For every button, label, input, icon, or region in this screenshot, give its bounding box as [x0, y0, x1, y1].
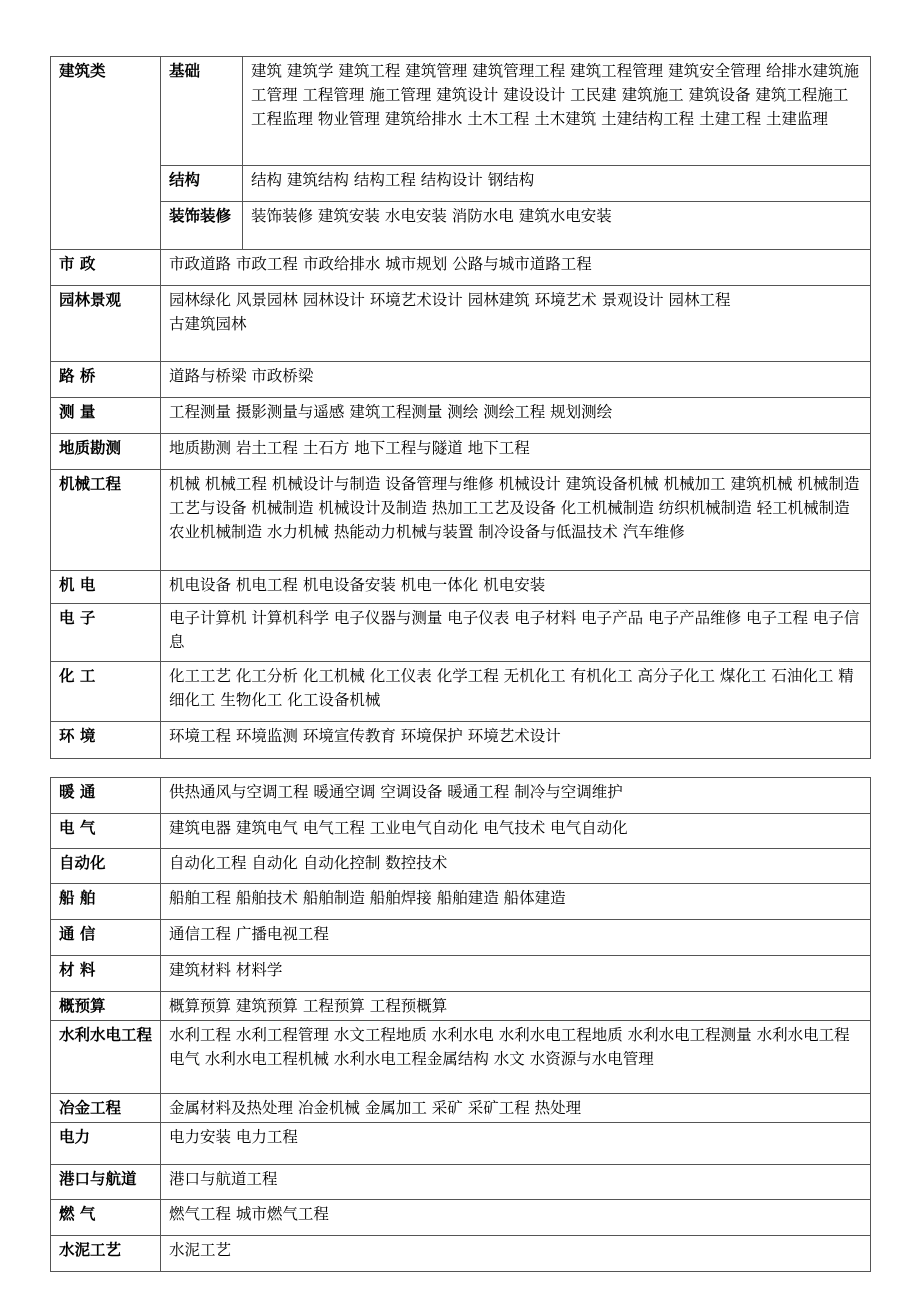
majors-cell: 港口与航道工程 — [161, 1165, 871, 1200]
table-row — [51, 1094, 871, 1123]
table-row — [51, 166, 871, 202]
majors-cell: 水利工程 水利工程管理 水文工程地质 水利水电 水利水电工程地质 水利水电工程测量 水利水电工程电气 水利水电工程机械 水利水电工程金属结构 水文 水资源与水电管理 — [161, 1021, 871, 1094]
major-table-2 — [50, 777, 871, 1272]
majors-cell: 建筑 建筑学 建筑工程 建筑管理 建筑管理工程 建筑工程管理 建筑安全管理 给排水建筑施工管理 工程管理 施工管理 建筑设计 建设设计 工民建 建筑施工 建筑设备 建筑工程施工 工程监理 物业管理 建筑给排水 土木工程 土木建筑 土建结构工程 土建工程 土建监理 — [243, 57, 871, 166]
category-cell: 环 境 — [51, 722, 161, 759]
majors-line: 古建筑园林 — [169, 315, 247, 333]
category-cell: 船 舶 — [51, 884, 161, 920]
table-row — [51, 202, 871, 250]
table-row — [51, 398, 871, 434]
category-cell: 市 政 — [51, 250, 161, 286]
table-row — [51, 470, 871, 571]
category-cell: 地质勘测 — [51, 434, 161, 470]
majors-cell: 船舶工程 船舶技术 船舶制造 船舶焊接 船舶建造 船体建造 — [161, 884, 871, 920]
majors-cell — [161, 286, 871, 362]
table-row — [51, 849, 871, 884]
majors-cell: 建筑电器 建筑电气 电气工程 工业电气自动化 电气技术 电气自动化 — [161, 814, 871, 849]
table-row — [51, 956, 871, 992]
table-row — [51, 604, 871, 662]
majors-cell: 燃气工程 城市燃气工程 — [161, 1200, 871, 1236]
category-cell: 电 子 — [51, 604, 161, 662]
category-cell: 园林景观 — [51, 286, 161, 362]
category-cell: 港口与航道 — [51, 1165, 161, 1200]
majors-line: 园林绿化 风景园林 园林设计 环境艺术设计 园林建筑 环境艺术 景观设计 园林工程 — [169, 291, 731, 309]
majors-cell: 概算预算 建筑预算 工程预算 工程预概算 — [161, 992, 871, 1021]
category-cell: 电力 — [51, 1123, 161, 1165]
majors-cell: 市政道路 市政工程 市政给排水 城市规划 公路与城市道路工程 — [161, 250, 871, 286]
majors-cell: 供热通风与空调工程 暖通空调 空调设备 暖通工程 制冷与空调维护 — [161, 778, 871, 814]
majors-cell: 电力安装 电力工程 — [161, 1123, 871, 1165]
category-cell: 化 工 — [51, 662, 161, 722]
table-row — [51, 571, 871, 604]
table-row — [51, 814, 871, 849]
majors-cell: 自动化工程 自动化 自动化控制 数控技术 — [161, 849, 871, 884]
table-row — [51, 1123, 871, 1165]
table-row — [51, 722, 871, 759]
majors-cell: 水泥工艺 — [161, 1236, 871, 1272]
category-cell: 自动化 — [51, 849, 161, 884]
table-row — [51, 662, 871, 722]
table-row — [51, 57, 871, 166]
subcategory-cell: 装饰装修 — [161, 202, 243, 250]
table-row — [51, 1021, 871, 1094]
category-cell: 水利水电工程 — [51, 1021, 161, 1094]
category-cell: 暖 通 — [51, 778, 161, 814]
table-row — [51, 992, 871, 1021]
table-row — [51, 1165, 871, 1200]
category-cell: 机械工程 — [51, 470, 161, 571]
category-cell: 测 量 — [51, 398, 161, 434]
table-row — [51, 286, 871, 362]
majors-cell: 电子计算机 计算机科学 电子仪器与测量 电子仪表 电子材料 电子产品 电子产品维修 电子工程 电子信息 — [161, 604, 871, 662]
category-cell: 冶金工程 — [51, 1094, 161, 1123]
category-cell: 建筑类 — [51, 57, 161, 250]
majors-cell: 环境工程 环境监测 环境宣传教育 环境保护 环境艺术设计 — [161, 722, 871, 759]
table-row — [51, 884, 871, 920]
majors-cell: 结构 建筑结构 结构工程 结构设计 钢结构 — [243, 166, 871, 202]
majors-cell: 装饰装修 建筑安装 水电安装 消防水电 建筑水电安装 — [243, 202, 871, 250]
subcategory-cell: 结构 — [161, 166, 243, 202]
table-row — [51, 250, 871, 286]
table-row — [51, 778, 871, 814]
majors-cell: 金属材料及热处理 冶金机械 金属加工 采矿 采矿工程 热处理 — [161, 1094, 871, 1123]
table-row — [51, 920, 871, 956]
table-row — [51, 434, 871, 470]
majors-cell: 机械 机械工程 机械设计与制造 设备管理与维修 机械设计 建筑设备机械 机械加工 建筑机械 机械制造工艺与设备 机械制造 机械设计及制造 热加工工艺及设备 化工机械制造 纺织机械制造 轻工机械制造 农业机械制造 水力机械 热能动力机械与装置 制冷设备与低温技术 汽车维修 — [161, 470, 871, 571]
category-cell: 水泥工艺 — [51, 1236, 161, 1272]
majors-cell: 工程测量 摄影测量与遥感 建筑工程测量 测绘 测绘工程 规划测绘 — [161, 398, 871, 434]
majors-cell: 建筑材料 材料学 — [161, 956, 871, 992]
category-cell: 通 信 — [51, 920, 161, 956]
subcategory-cell: 基础 — [161, 57, 243, 166]
category-cell: 路 桥 — [51, 362, 161, 398]
majors-cell: 化工工艺 化工分析 化工机械 化工仪表 化学工程 无机化工 有机化工 高分子化工 煤化工 石油化工 精细化工 生物化工 化工设备机械 — [161, 662, 871, 722]
category-cell: 概预算 — [51, 992, 161, 1021]
category-cell: 燃 气 — [51, 1200, 161, 1236]
table-row — [51, 1200, 871, 1236]
table-row — [51, 362, 871, 398]
category-cell: 机 电 — [51, 571, 161, 604]
majors-cell: 通信工程 广播电视工程 — [161, 920, 871, 956]
majors-cell: 道路与桥梁 市政桥梁 — [161, 362, 871, 398]
table-row — [51, 1236, 871, 1272]
category-cell: 电 气 — [51, 814, 161, 849]
majors-cell: 地质勘测 岩土工程 土石方 地下工程与隧道 地下工程 — [161, 434, 871, 470]
majors-cell: 机电设备 机电工程 机电设备安装 机电一体化 机电安装 — [161, 571, 871, 604]
major-table-1 — [50, 56, 871, 759]
category-cell: 材 料 — [51, 956, 161, 992]
